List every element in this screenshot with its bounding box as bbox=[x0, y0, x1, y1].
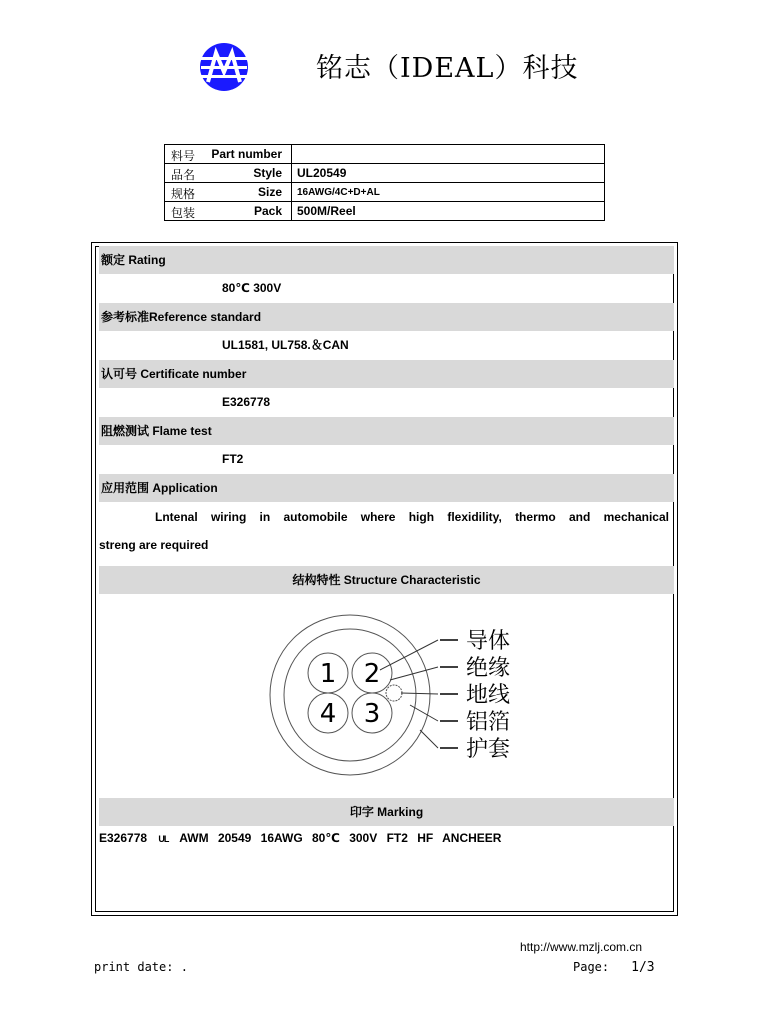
core-label: 4 bbox=[319, 699, 337, 729]
flame-label: 阻燃测试 Flame test bbox=[99, 417, 674, 445]
rating-value: 80℃ 300V bbox=[222, 281, 282, 295]
row-label-zh: 料号 bbox=[171, 149, 196, 163]
application-text-line2: streng are required bbox=[99, 538, 209, 552]
row-label-en: Size bbox=[257, 185, 282, 199]
website-url: http://www.mzlj.com.cn bbox=[520, 940, 643, 954]
marking-text bbox=[99, 831, 501, 845]
part-number-value bbox=[292, 145, 605, 164]
cable-cross-section-diagram bbox=[260, 610, 560, 790]
row-label-en: Style bbox=[253, 166, 282, 180]
certificate-label: 认可号 Certificate number bbox=[99, 360, 674, 388]
table-row bbox=[165, 145, 605, 164]
row-label-zh: 品名 bbox=[171, 168, 196, 182]
table-row bbox=[165, 202, 605, 221]
callout-label: 地线 bbox=[466, 683, 511, 708]
reference-label: 参考标准Reference standard bbox=[99, 303, 674, 331]
table-row bbox=[165, 183, 605, 202]
row-label-en: Pack bbox=[253, 204, 282, 218]
row-label-zh: 包装 bbox=[171, 206, 196, 220]
table-row bbox=[165, 164, 605, 183]
row-label-en: Part number bbox=[211, 147, 282, 161]
spec-table bbox=[164, 144, 605, 221]
row-label-zh: 规格 bbox=[171, 187, 196, 201]
marking-label: 印字 Marking bbox=[99, 798, 674, 826]
print-date: print date: . bbox=[94, 960, 188, 974]
marking-cert: E326778 bbox=[99, 831, 148, 845]
company-name: 铭志（IDEAL）科技 bbox=[316, 53, 579, 84]
callout-label: 铝箔 bbox=[466, 710, 511, 735]
core-label: 3 bbox=[363, 699, 381, 729]
reference-value: UL1581, UL758.＆CAN bbox=[222, 338, 349, 352]
application-text-line1: Lntenal wiring in automobile where high flexidility, thermo and mechanical bbox=[155, 510, 669, 524]
callout-label: 护套 bbox=[466, 737, 511, 762]
style-value: UL20549 bbox=[292, 164, 605, 183]
application-label: 应用范围 Application bbox=[99, 474, 674, 502]
page-number: 1/3 bbox=[631, 960, 655, 975]
marking-spec: AWM 20549 16AWG 80℃ 300V FT2 HF ANCHEER bbox=[179, 831, 502, 845]
pack-value: 500M/Reel bbox=[292, 202, 605, 221]
size-value: 16AWG/4C+D+AL bbox=[292, 183, 605, 202]
page-indicator bbox=[573, 960, 655, 975]
page-label: Page: bbox=[573, 960, 610, 974]
certificate-value: E326778 bbox=[222, 395, 271, 409]
core-label: 1 bbox=[319, 659, 337, 689]
flame-value: FT2 bbox=[222, 452, 244, 466]
rating-label: 额定 Rating bbox=[99, 246, 674, 274]
structure-label: 结构特性 Structure Characteristic bbox=[99, 566, 674, 594]
ul-mark-icon: UL bbox=[158, 834, 169, 844]
callout-label: 导体 bbox=[466, 629, 511, 654]
company-logo bbox=[199, 42, 249, 92]
callout-label: 绝缘 bbox=[466, 656, 511, 681]
core-label: 2 bbox=[363, 659, 381, 689]
